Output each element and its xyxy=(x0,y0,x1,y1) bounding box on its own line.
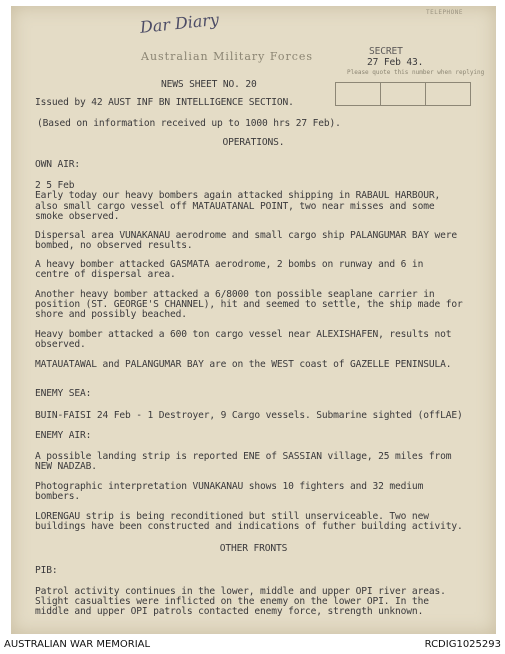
document-line: OPERATIONS. xyxy=(222,137,285,148)
document-line: Heavy bomber attacked a 600 ton cargo vessel near ALEXISHAFEN, results not xyxy=(35,329,452,340)
document-line: middle and upper OPI patrols contacted enemy force, strength unknown. xyxy=(35,606,424,617)
document-line: Photographic interpretation VUNAKANAU shows 10 fighters and 32 medium xyxy=(35,481,424,492)
footer xyxy=(0,638,505,654)
telephone-stamp: TELEPHONE xyxy=(426,9,464,16)
reference-number-grid xyxy=(335,82,471,106)
document-line: PIB: xyxy=(35,565,58,576)
document-line: LORENGAU strip is being reconditioned but still unserviceable. Two new xyxy=(35,511,429,522)
document-line: also small cargo vessel off MATAUATANAL POINT, two near misses and some xyxy=(35,201,435,212)
document-line: A heavy bomber attacked GASMATA aerodrome, 2 bombs on runway and 6 in xyxy=(35,259,424,270)
form-title: Australian Military Forces xyxy=(141,50,314,63)
form-instruction: Please quote this number when replying xyxy=(347,69,485,76)
document-line: observed. xyxy=(35,339,86,350)
sheet-title: NEWS SHEET NO. 20 xyxy=(161,79,257,90)
document-line: bombed, no observed results. xyxy=(35,240,193,251)
footer-left: AUSTRALIAN WAR MEMORIAL xyxy=(4,639,151,650)
document-line: shore and possibly beached. xyxy=(35,309,187,320)
document-line: OTHER FRONTS xyxy=(219,543,288,554)
document-line: ENEMY AIR: xyxy=(35,430,92,441)
issued-by: Issued by 42 AUST INF BN INTELLIGENCE SECTION. xyxy=(35,97,294,108)
date-line: 27 Feb 43. xyxy=(367,57,424,68)
document-line: MATAUATAWAL and PALANGUMAR BAY are on the WEST coast of GAZELLE PENINSULA. xyxy=(35,359,452,370)
document-line: OWN AIR: xyxy=(35,159,81,170)
document-line: Another heavy bomber attacked a 6/8000 ton possible seaplane carrier in xyxy=(35,289,435,300)
document-line: Slight casualties were inflicted on the enemy on the lower OPI. In the xyxy=(35,596,429,607)
document-line: smoke observed. xyxy=(35,211,120,222)
classification: SECRET xyxy=(369,46,403,57)
document-line: 2 5 Feb xyxy=(35,180,75,191)
document-page xyxy=(11,6,496,634)
document-line: A possible landing strip is reported ENE of SASSIAN village, 25 miles from xyxy=(35,451,452,462)
footer-right: RCDIG1025293 xyxy=(424,639,501,650)
document-line: Patrol activity continues in the lower, middle and upper OPI river areas. xyxy=(35,586,446,597)
document-line: ENEMY SEA: xyxy=(35,388,92,399)
document-line: Early today our heavy bombers again attacked shipping in RABAUL HARBOUR, xyxy=(35,190,441,201)
document-line: NEW NADZAB. xyxy=(35,461,97,472)
handwritten-note: Dar Diary xyxy=(139,9,220,37)
document-line: centre of dispersal area. xyxy=(35,269,176,280)
document-line: Dispersal area VUNAKANAU aerodrome and small cargo ship PALANGUMAR BAY were xyxy=(35,230,457,241)
document-line: bombers. xyxy=(35,491,81,502)
document-line: BUIN-FAISI 24 Feb - 1 Destroyer, 9 Cargo vessels. Submarine sighted (offLAE) xyxy=(35,410,463,421)
document-line: buildings have been constructed and indications of futher building activity. xyxy=(35,521,463,532)
document-line: position (ST. GEORGE'S CHANNEL), hit and seemed to settle, the ship made for xyxy=(35,299,463,310)
based-on: (Based on information received up to 1000 hrs 27 Feb). xyxy=(37,118,341,129)
